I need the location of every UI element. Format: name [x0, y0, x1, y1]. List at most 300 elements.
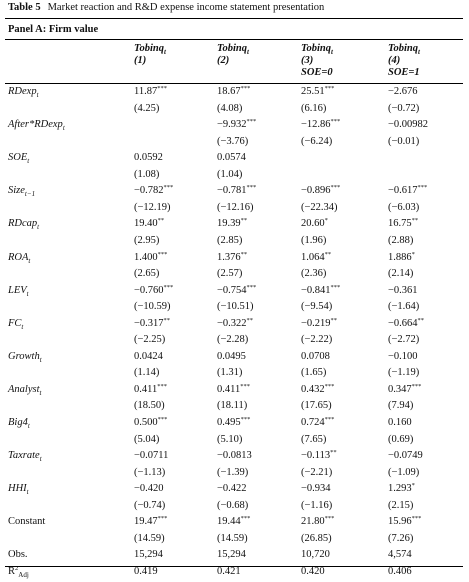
coefficient-cell	[217, 152, 246, 163]
panel-rule	[5, 39, 463, 40]
variable-subscript: t−1	[24, 190, 36, 198]
column-header-title	[217, 43, 249, 55]
significance-stars: **	[163, 317, 171, 324]
t-statistic-cell: (−2.22)	[301, 334, 333, 345]
coefficient-value: −2.676	[388, 86, 418, 97]
t-statistic-cell: (18.50)	[134, 400, 165, 411]
variable-name: Taxrate	[8, 450, 40, 461]
variable-name: Size	[8, 185, 25, 196]
coefficient-cell	[217, 318, 253, 329]
t-statistic-cell: (17.65)	[301, 400, 332, 411]
coefficient-value: 19.44	[217, 516, 241, 527]
table-row-tstat	[0, 367, 469, 383]
row-label	[8, 516, 45, 527]
table-row	[0, 516, 469, 532]
variable-subscript: t	[26, 488, 29, 496]
coefficient-value: 1.293	[388, 483, 412, 494]
t-statistic-cell: (−1.13)	[134, 467, 166, 478]
coefficient-cell	[134, 86, 167, 97]
significance-stars: ***	[157, 383, 167, 390]
significance-stars: *	[411, 251, 415, 258]
variable-name: FC	[8, 318, 22, 329]
coefficient-cell	[301, 516, 334, 527]
t-statistic-cell: (−1.09)	[388, 467, 420, 478]
t-statistic-cell: (14.59)	[134, 533, 165, 544]
t-statistic-cell: (14.59)	[217, 533, 248, 544]
coefficient-value: −12.86	[301, 119, 331, 130]
t-statistic-cell: (−6.24)	[301, 136, 333, 147]
coefficient-cell	[217, 417, 250, 428]
t-statistic-cell: (2.57)	[217, 268, 243, 279]
coefficient-cell	[388, 318, 424, 329]
t-statistic-cell: (1.96)	[301, 235, 327, 246]
t-statistic-cell: (2.85)	[217, 235, 243, 246]
coefficient-value: 0.411	[217, 384, 241, 395]
coefficient-value: 0.432	[301, 384, 325, 395]
table-row	[0, 218, 469, 234]
table-row-tstat	[0, 334, 469, 350]
column-header-subsample: SOE=1	[388, 67, 420, 78]
coefficient-value: 20.60	[301, 218, 325, 229]
t-statistic-cell: (2.36)	[301, 268, 327, 279]
coefficient-cell	[388, 516, 421, 527]
column-header-number: (2)	[217, 55, 230, 66]
variable-subscript: t	[36, 91, 39, 99]
t-statistic-cell: (1.65)	[301, 367, 327, 378]
coefficient-value: 0.160	[388, 417, 412, 428]
coefficient-value: −0.896	[301, 185, 331, 196]
coefficient-cell	[388, 218, 418, 229]
coefficient-cell	[388, 384, 421, 395]
significance-stars: **	[246, 317, 254, 324]
column-header-title	[134, 43, 166, 55]
variable-subscript: t	[39, 455, 42, 463]
column-header	[388, 43, 420, 79]
panel-heading: Panel A: Firm value	[8, 24, 99, 35]
coefficient-value: 21.80	[301, 516, 325, 527]
t-statistic-cell: (−10.51)	[217, 301, 254, 312]
row-label	[8, 417, 30, 428]
variable-subscript: t	[37, 223, 40, 231]
table-row	[0, 318, 469, 334]
column-header-subsample: SOE=0	[301, 67, 333, 78]
t-statistic-cell: (1.04)	[217, 169, 243, 180]
t-statistic-cell: (−12.19)	[134, 202, 171, 213]
significance-stars: ***	[246, 118, 257, 125]
variable-name: Growth	[8, 351, 40, 362]
table-caption: Market reaction and R&D expense income statement presentation	[47, 2, 325, 13]
t-statistic-cell: (−1.16)	[301, 500, 333, 511]
variable-name: Big4	[8, 417, 28, 428]
coefficient-value: 0.0424	[134, 351, 163, 362]
table-row	[0, 152, 469, 168]
coefficient-cell	[301, 218, 328, 229]
coefficient-cell	[301, 252, 331, 263]
variable-subscript: t	[26, 290, 29, 298]
significance-stars: ***	[246, 284, 257, 291]
column-header-title	[301, 43, 333, 55]
variable-subscript: t	[62, 124, 65, 132]
variable-subscript: t	[39, 389, 42, 397]
significance-stars: ***	[324, 515, 335, 522]
significance-stars: ***	[324, 383, 335, 390]
variable-subscript: t	[21, 323, 24, 331]
column-header-number: (1)	[134, 55, 147, 66]
table-row-r2	[0, 566, 469, 582]
coefficient-cell	[217, 384, 250, 395]
coefficient-cell	[301, 384, 334, 395]
row-label	[8, 119, 65, 130]
coefficient-cell	[217, 218, 247, 229]
row-label	[8, 566, 29, 577]
coefficient-value: 1.376	[217, 252, 241, 263]
coefficient-cell	[217, 483, 247, 494]
t-statistic-cell: (7.65)	[301, 434, 327, 445]
coefficient-cell	[217, 450, 252, 461]
t-statistic-cell: (0.69)	[388, 434, 414, 445]
significance-stars: ***	[411, 383, 422, 390]
t-statistic-cell: (−9.54)	[301, 301, 333, 312]
significance-stars: ***	[163, 284, 174, 291]
table-row-tstat	[0, 268, 469, 284]
r2-cell: 0.406	[388, 566, 412, 577]
table-title	[8, 2, 324, 13]
significance-stars: ***	[240, 85, 251, 92]
coefficient-value: −0.754	[217, 285, 247, 296]
column-header	[134, 43, 166, 67]
row-label	[8, 86, 39, 97]
column-header	[217, 43, 249, 67]
coefficient-value: −0.782	[134, 185, 164, 196]
coefficient-value: 19.39	[217, 218, 241, 229]
significance-stars: ***	[240, 515, 251, 522]
coefficient-cell	[301, 86, 334, 97]
coefficient-value: 0.724	[301, 417, 325, 428]
t-statistic-cell: (26.85)	[301, 533, 332, 544]
coefficient-cell	[134, 285, 173, 296]
row-label: Obs.	[8, 549, 28, 560]
coefficient-value: 25.51	[301, 86, 325, 97]
t-statistic-cell: (18.11)	[217, 400, 248, 411]
variable-name: Constant	[8, 516, 46, 527]
variable-name: RDexp	[8, 86, 37, 97]
obs-cell: 10,720	[301, 549, 330, 560]
coefficient-value: 0.347	[388, 384, 412, 395]
coefficient-value: 18.67	[217, 86, 241, 97]
t-statistic-cell: (7.26)	[388, 533, 414, 544]
coefficient-value: −0.113	[301, 450, 331, 461]
t-statistic-cell: (−2.28)	[217, 334, 249, 345]
row-label	[8, 252, 30, 263]
t-statistic-cell: (2.88)	[388, 235, 414, 246]
coefficient-value: 11.87	[134, 86, 158, 97]
coefficient-value: 0.0708	[301, 351, 330, 362]
top-rule	[5, 18, 463, 19]
coefficient-value: −0.0749	[388, 450, 423, 461]
table-row	[0, 450, 469, 466]
coefficient-value: −9.932	[217, 119, 247, 130]
table-label: Table 5	[8, 2, 41, 13]
coefficient-cell	[388, 185, 427, 196]
column-header-number: (3)	[301, 55, 314, 66]
t-statistic-cell: (−12.16)	[217, 202, 254, 213]
variable-name: After*RDexp	[8, 119, 63, 130]
column-header-subscript: t	[246, 48, 249, 56]
coefficient-value: 1.064	[301, 252, 325, 263]
t-statistic-cell: (−2.72)	[388, 334, 420, 345]
significance-stars: ***	[163, 184, 174, 191]
coefficient-cell	[388, 86, 418, 97]
row-label	[8, 152, 29, 163]
variable-subscript: t	[27, 157, 30, 165]
coefficient-value: −0.322	[217, 318, 247, 329]
column-header-number: (4)	[388, 55, 401, 66]
variable-name: ROA	[8, 252, 29, 263]
obs-cell: 15,294	[134, 549, 163, 560]
coefficient-value: 19.40	[134, 218, 158, 229]
column-header-name: Tobinq	[217, 43, 247, 54]
significance-stars: ***	[240, 383, 250, 390]
coefficient-cell	[388, 351, 418, 362]
t-statistic-cell: (−0.72)	[388, 103, 420, 114]
coefficient-value: −0.422	[217, 483, 247, 494]
t-statistic-cell: (4.25)	[134, 103, 160, 114]
coefficient-cell	[301, 285, 340, 296]
variable-name: SOE	[8, 152, 28, 163]
coefficient-value: 0.0592	[134, 152, 163, 163]
coefficient-cell	[301, 351, 330, 362]
coefficient-cell	[134, 252, 167, 263]
significance-stars: *	[411, 482, 415, 489]
coefficient-cell	[301, 119, 340, 130]
t-statistic-cell: (−0.68)	[217, 500, 249, 511]
significance-stars: ***	[157, 515, 168, 522]
significance-stars: *	[324, 217, 328, 224]
coefficient-value: −0.361	[388, 285, 418, 296]
coefficient-value: 19.47	[134, 516, 158, 527]
significance-stars: **	[411, 217, 419, 224]
coefficient-cell	[134, 318, 170, 329]
column-header-name: Tobinq	[134, 43, 164, 54]
coefficient-value: −0.0813	[217, 450, 252, 461]
column-header-name: Tobinq	[301, 43, 331, 54]
coefficient-cell	[301, 318, 337, 329]
coefficient-cell	[134, 384, 167, 395]
table-row	[0, 384, 469, 400]
table-row	[0, 351, 469, 367]
column-header-subscript: t	[330, 48, 333, 56]
coefficient-cell	[134, 417, 167, 428]
coefficient-cell	[217, 285, 256, 296]
table-row	[0, 185, 469, 201]
coefficient-cell	[388, 119, 428, 130]
table-row-tstat	[0, 202, 469, 218]
r2-symbol: R	[8, 566, 16, 577]
t-statistic-cell: (−0.74)	[134, 500, 166, 511]
coefficient-value: −0.100	[388, 351, 418, 362]
significance-stars: **	[157, 217, 165, 224]
coefficient-value: 0.0574	[217, 152, 246, 163]
coefficient-value: 1.886	[388, 252, 412, 263]
coefficient-value: −0.760	[134, 285, 164, 296]
row-label	[8, 318, 23, 329]
t-statistic-cell: (2.95)	[134, 235, 160, 246]
obs-cell: 15,294	[217, 549, 246, 560]
coefficient-value: −0.317	[134, 318, 164, 329]
r2-superscript: 2	[15, 565, 19, 572]
t-statistic-cell: (2.15)	[388, 500, 414, 511]
t-statistic-cell: (−2.21)	[301, 467, 333, 478]
t-statistic-cell: (−0.01)	[388, 136, 420, 147]
table-row-tstat	[0, 467, 469, 483]
r2-cell: 0.419	[134, 566, 158, 577]
table-row-tstat	[0, 136, 469, 152]
variable-name: HHI	[8, 483, 27, 494]
t-statistic-cell: (1.08)	[134, 169, 160, 180]
t-statistic-cell: (−1.64)	[388, 301, 420, 312]
table-row	[0, 285, 469, 301]
row-label	[8, 285, 29, 296]
row-label	[8, 384, 41, 395]
coefficient-cell	[388, 450, 423, 461]
variable-name: RDcap	[8, 218, 38, 229]
column-header-name: Tobinq	[388, 43, 418, 54]
table-row-tstat	[0, 533, 469, 549]
coefficient-cell	[301, 185, 340, 196]
significance-stars: ***	[330, 118, 341, 125]
coefficient-value: −0.420	[134, 483, 164, 494]
significance-stars: **	[324, 251, 332, 258]
t-statistic-cell: (1.14)	[134, 367, 160, 378]
row-label	[8, 450, 42, 461]
significance-stars: ***	[417, 184, 428, 191]
table-row-obs	[0, 549, 469, 565]
t-statistic-cell: (−2.25)	[134, 334, 166, 345]
significance-stars: ***	[324, 85, 335, 92]
significance-stars: ***	[157, 85, 167, 92]
bottom-rule	[5, 566, 463, 567]
coefficient-cell	[134, 185, 173, 196]
t-statistic-cell: (4.08)	[217, 103, 243, 114]
coefficient-value: 1.400	[134, 252, 158, 263]
coefficient-value: −0.0711	[134, 450, 169, 461]
table-row-tstat	[0, 434, 469, 450]
coefficient-cell	[217, 185, 256, 196]
table-row	[0, 483, 469, 499]
variable-subscript: t	[27, 422, 30, 430]
header-rule	[5, 83, 463, 84]
variable-name: LEV	[8, 285, 27, 296]
t-statistic-cell: (5.04)	[134, 434, 160, 445]
t-statistic-cell: (6.16)	[301, 103, 327, 114]
significance-stars: **	[240, 251, 248, 258]
row-label	[8, 483, 29, 494]
t-statistic-cell: (5.10)	[217, 434, 243, 445]
column-header-title	[388, 43, 420, 55]
coefficient-cell	[388, 483, 415, 494]
r2-subscript: Adj	[18, 571, 29, 579]
t-statistic-cell: (−3.76)	[217, 136, 249, 147]
coefficient-value: −0.617	[388, 185, 418, 196]
r2-cell: 0.421	[217, 566, 241, 577]
t-statistic-cell: (−10.59)	[134, 301, 171, 312]
coefficient-value: −0.934	[301, 483, 331, 494]
t-statistic-cell: (1.31)	[217, 367, 243, 378]
variable-subscript: t	[39, 356, 42, 364]
coefficient-value: 15.96	[388, 516, 412, 527]
table-row-tstat	[0, 169, 469, 185]
significance-stars: ***	[330, 284, 341, 291]
variable-name: Analyst	[8, 384, 40, 395]
coefficient-cell	[301, 450, 337, 461]
row-label	[8, 218, 39, 229]
table-row-tstat	[0, 103, 469, 119]
significance-stars: ***	[157, 416, 168, 423]
significance-stars: ***	[324, 416, 335, 423]
coefficient-value: −0.219	[301, 318, 331, 329]
coefficient-value: −0.841	[301, 285, 331, 296]
coefficient-cell	[301, 417, 334, 428]
coefficient-value: 16.75	[388, 218, 412, 229]
coefficient-cell	[388, 417, 412, 428]
variable-subscript: t	[28, 257, 31, 265]
table-row-tstat	[0, 500, 469, 516]
coefficient-cell	[134, 152, 163, 163]
coefficient-cell	[217, 516, 250, 527]
table-row	[0, 86, 469, 102]
row-label	[8, 351, 42, 362]
coefficient-cell	[388, 252, 415, 263]
table-row	[0, 252, 469, 268]
r2-cell: 0.420	[301, 566, 325, 577]
coefficient-cell	[217, 351, 246, 362]
coefficient-value: −0.664	[388, 318, 418, 329]
coefficient-value: −0.781	[217, 185, 247, 196]
column-header-subscript: t	[163, 48, 166, 56]
row-label	[8, 185, 35, 196]
significance-stars: ***	[330, 184, 341, 191]
coefficient-value: 0.0495	[217, 351, 246, 362]
coefficient-cell	[134, 218, 164, 229]
column-header-subscript: t	[417, 48, 420, 56]
column-header	[301, 43, 333, 79]
coefficient-cell	[134, 450, 168, 461]
coefficient-value: 0.495	[217, 417, 241, 428]
t-statistic-cell: (−22.34)	[301, 202, 338, 213]
table-row	[0, 417, 469, 433]
coefficient-cell	[217, 86, 250, 97]
coefficient-value: 0.411	[134, 384, 158, 395]
significance-stars: **	[330, 449, 337, 456]
table-row-tstat	[0, 235, 469, 251]
coefficient-cell	[301, 483, 331, 494]
table-row	[0, 119, 469, 135]
table-row-tstat	[0, 301, 469, 317]
coefficient-cell	[388, 285, 418, 296]
table-row-tstat	[0, 400, 469, 416]
t-statistic-cell: (−1.19)	[388, 367, 420, 378]
significance-stars: ***	[157, 251, 168, 258]
significance-stars: **	[330, 317, 338, 324]
significance-stars: **	[417, 317, 425, 324]
coefficient-cell	[134, 516, 167, 527]
coefficient-value: −0.00982	[388, 119, 429, 130]
t-statistic-cell: (7.94)	[388, 400, 414, 411]
t-statistic-cell: (−6.03)	[388, 202, 420, 213]
t-statistic-cell: (−1.39)	[217, 467, 249, 478]
obs-cell: 4,574	[388, 549, 412, 560]
coefficient-cell	[134, 483, 164, 494]
